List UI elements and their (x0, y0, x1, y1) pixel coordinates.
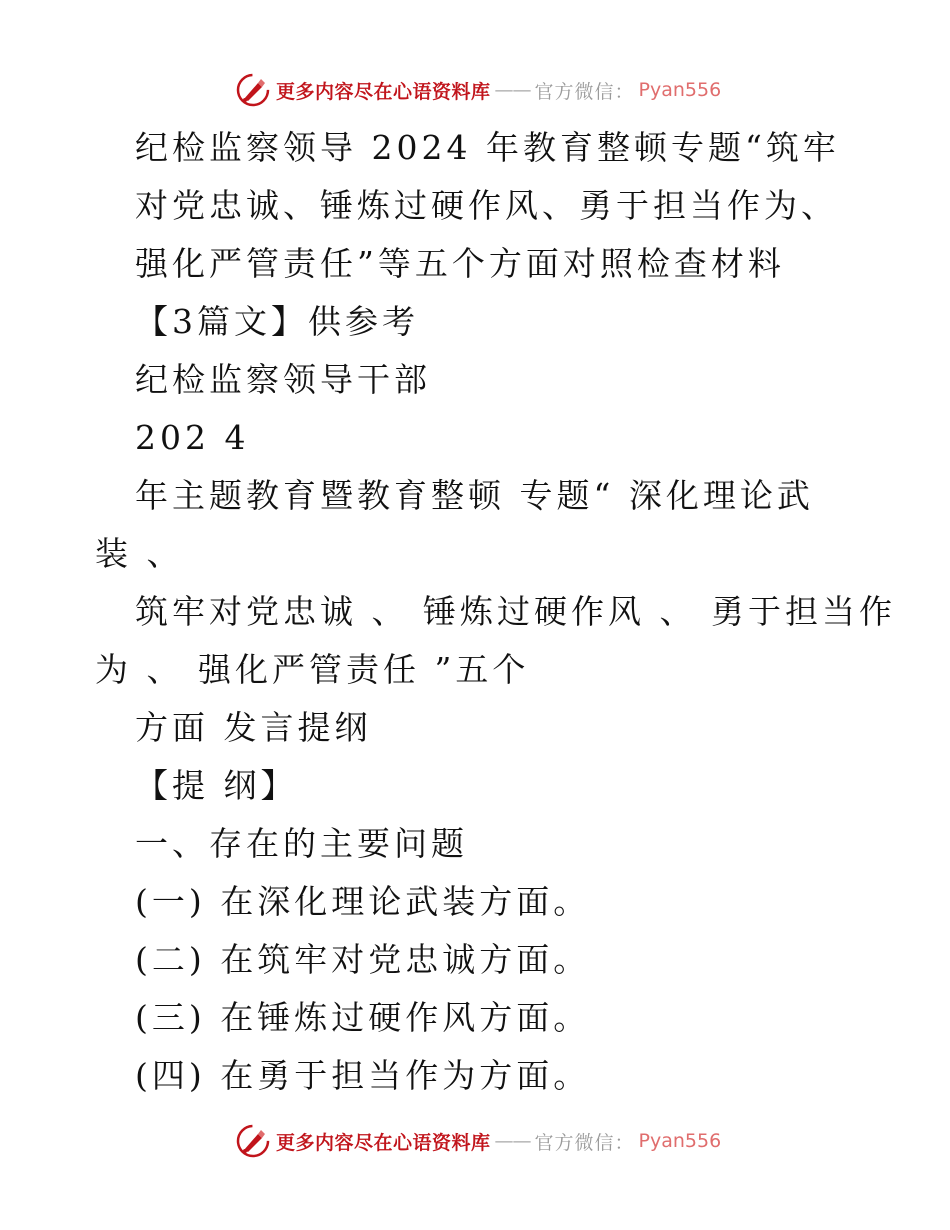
title-line-4: 【3篇文】供参考 (135, 302, 419, 341)
body-line-3: 年主题教育暨教育整顿 专题“ 深化理论武 (135, 476, 814, 515)
pen-seal-logo-icon (236, 1124, 270, 1158)
watermark-wechat-id: Pyan556 (638, 1130, 722, 1152)
body-line-1: 纪检监察领导干部 (135, 360, 431, 399)
watermark-brand-text: 更多内容尽在心语资料库 (276, 80, 491, 103)
watermark-official-label: 官方微信： (534, 1131, 635, 1154)
pen-seal-logo-icon (236, 73, 270, 107)
title-line-1: 纪检监察领导 2024 年教育整顿专题“筑牢 (135, 128, 840, 167)
body-line-5: 筑牢对党忠诚 、 锤炼过硬作风 、 勇于担当作 (135, 592, 896, 631)
outline-heading: 【提 纲】 (135, 766, 298, 805)
header-watermark (236, 72, 721, 108)
body-line-6: 为 、 强化严管责任 ”五个 (95, 650, 530, 689)
title-line-2: 对党忠诚、锤炼过硬作风、勇于担当作为、 (135, 186, 838, 225)
list-item-1: (一) 在深化理论武装方面。 (135, 882, 591, 921)
list-item-4: (四) 在勇于担当作为方面。 (135, 1056, 591, 1095)
section-heading-1: 一、存在的主要问题 (135, 824, 468, 863)
watermark-wechat-id: Pyan556 (638, 79, 722, 101)
body-line-7: 方面 发言提纲 (135, 708, 372, 747)
footer-watermark (236, 1123, 721, 1159)
watermark-separator: —— (494, 79, 531, 101)
list-item-3: (三) 在锤炼过硬作风方面。 (135, 998, 591, 1037)
title-line-3: 强化严管责任”等五个方面对照检查材料 (135, 244, 785, 283)
watermark-official-label: 官方微信： (534, 80, 635, 103)
body-line-2: 202 4 (135, 418, 250, 457)
list-item-2: (二) 在筑牢对党忠诚方面。 (135, 940, 591, 979)
watermark-separator: —— (494, 1130, 531, 1152)
watermark-brand-text: 更多内容尽在心语资料库 (276, 1131, 491, 1154)
body-line-4: 装 、 (95, 534, 184, 573)
